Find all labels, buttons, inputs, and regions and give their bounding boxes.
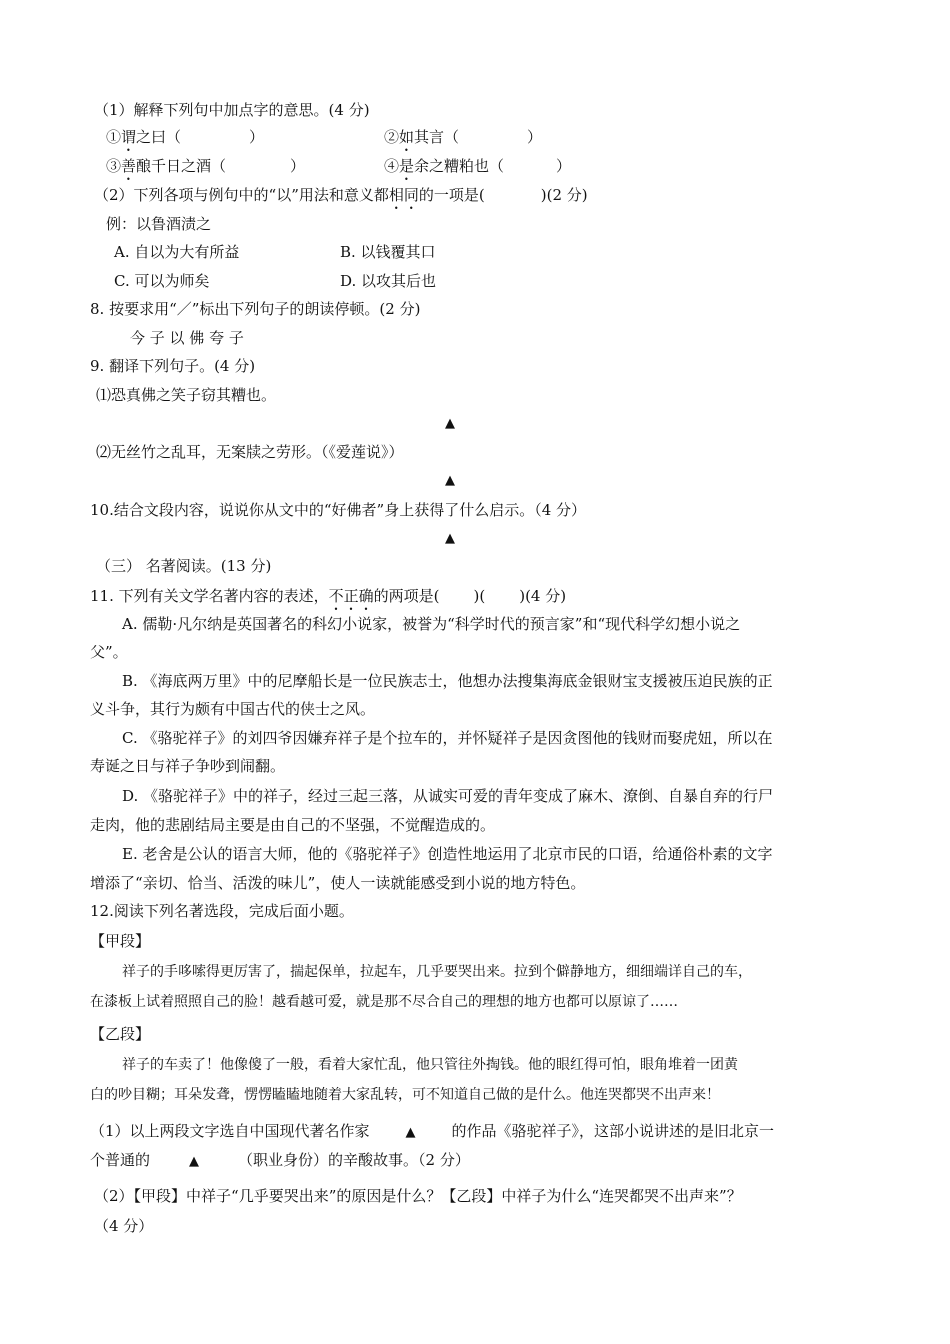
answer-mark-occupation[interactable]: ▲ xyxy=(189,1154,200,1169)
q11-option-a-line1: A. 儒勒·凡尔纳是英国著名的科幻小说家，被誉为“科学时代的预言家”和“现代科学幻想小说之 xyxy=(122,615,741,633)
q7-item-2-dotted-char: 如 xyxy=(399,128,415,146)
q7-option-a: A. 自以为大有所益 xyxy=(114,243,240,261)
q7-item-1-text: 之曰（ xyxy=(136,128,182,146)
q7-item-3 xyxy=(106,156,305,184)
q7-item-3-dotted-char: 善 xyxy=(121,157,137,175)
q12-sub1-text-b: 的作品《骆驼祥子》，这部小说讲述的是旧北京一 xyxy=(451,1122,775,1140)
q12-title: 12.阅读下列名著选段，完成后面小题。 xyxy=(90,902,354,920)
q7-item-1-close: ） xyxy=(249,128,265,146)
q12-sub2-line2: （4 分） xyxy=(94,1217,154,1235)
q8-title: 8. 按要求用“／”标出下列句子的朗读停顿。(2 分) xyxy=(90,300,421,318)
q11-option-b-line2: 义斗争，其行为颇有中国古代的侠士之风。 xyxy=(90,700,376,718)
q11-option-d-line1: D. 《骆驼祥子》中的祥子，经过三起三落，从诚实可爱的青年变成了麻木、潦倒、自暴自弃的行尸 xyxy=(122,787,774,805)
q7-item-3-num: ③ xyxy=(106,157,122,175)
q11-text-d: )(4 分) xyxy=(519,587,567,605)
q7-part2-text-b: 的一项是( xyxy=(418,186,485,204)
q12-sub1-text-d: （职业身份）的辛酸故事。（2 分） xyxy=(238,1151,470,1169)
q7-part2-text-a: （2）下列各项与例句中的“以”用法和意义都 xyxy=(94,186,389,204)
q9-sentence-1: ⑴恐真佛之笑子窃其糟也。 xyxy=(96,386,277,404)
q11-option-d-line2: 走肉，他的悲剧结局主要是由自己的不坚强，不觉醒造成的。 xyxy=(90,816,496,834)
q7-part2-dotted: 相同 xyxy=(388,186,419,204)
q11-text-c: )( xyxy=(473,587,486,605)
q11-option-e-line1: E. 老舍是公认的语言大师，他的《骆驼祥子》创造性地运用了北京市民的口语，给通俗朴素的文字 xyxy=(122,845,773,863)
q7-part2 xyxy=(94,185,588,213)
q12-yi-line2: 白的吵目糊；耳朵发聋，愣愣瞌瞌地随着大家乱转，可不知道自己做的是什么。他连哭都哭不出声来！ xyxy=(90,1087,720,1103)
q12-jia-line1: 祥子的手哆嗦得更厉害了，揣起保单，拉起车，几乎要哭出来。拉到个僻静地方，细细端详自己的车， xyxy=(122,964,752,980)
answer-mark-author[interactable]: ▲ xyxy=(405,1125,416,1140)
q7-option-b: B. 以钱覆其口 xyxy=(340,243,436,261)
q7-item-3-text: 酿千日之酒（ xyxy=(136,157,227,175)
answer-mark-3[interactable]: ▲ xyxy=(445,531,455,546)
q11-text-a: 11. 下列有关文学名著内容的表述， xyxy=(90,587,329,605)
q12-yi-line1: 祥子的车卖了！他像傻了一般，看着大家忙乱，他只管往外掏钱。他的眼红得可怕，眼角堆着一团黄 xyxy=(122,1057,738,1073)
q12-yi-label: 【乙段】 xyxy=(90,1025,151,1043)
q7-item-4-close: ） xyxy=(556,157,572,175)
q12-jia-label: 【甲段】 xyxy=(90,932,151,950)
q7-example: 例：以鲁酒渍之 xyxy=(106,215,212,233)
q12-sub1-text-a: （1）以上两段文字选自中国现代著名作家 xyxy=(90,1122,370,1140)
q7-part2-text-c: )(2 分) xyxy=(540,186,588,204)
q12-sub1-text-c: 个普通的 xyxy=(90,1151,151,1169)
q12-sub1-line1 xyxy=(90,1121,774,1143)
q7-item-2 xyxy=(384,127,542,155)
q7-item-4-text: 余之糟粕也（ xyxy=(414,157,505,175)
q11-option-c-line1: C. 《骆驼祥子》的刘四爷因嫌弃祥子是个拉车的，并怀疑祥子是因贪图他的钱财而娶虎妞，所以在 xyxy=(122,729,773,747)
q12-jia-line2: 在漆板上试着照照自己的脸！越看越可爱，就是那不尽合自己的理想的地方也都可以原谅了…… xyxy=(90,994,678,1010)
q11-title xyxy=(90,586,566,614)
section3-title: （三） 名著阅读。(13 分) xyxy=(96,557,272,575)
q7-item-3-close: ） xyxy=(290,157,306,175)
q8-sentence: 今 子 以 佛 夸 子 xyxy=(130,329,244,347)
q11-dotted: 不正确 xyxy=(328,587,374,605)
q7-item-1-dotted-char: 谓 xyxy=(121,128,137,146)
q11-option-c-line2: 寿诞之日与祥子争吵到闹翻。 xyxy=(90,757,286,775)
q7-item-1 xyxy=(106,127,264,155)
q11-option-b-line1: B. 《海底两万里》中的尼摩船长是一位民族志士，他想办法搜集海底金银财宝支援被压迫民族的正 xyxy=(122,672,773,690)
q11-text-b: 的两项是( xyxy=(373,587,440,605)
q7-item-2-close: ） xyxy=(527,128,543,146)
q9-title: 9. 翻译下列句子。(4 分) xyxy=(90,357,256,375)
q9-sentence-2: ⑵无丝竹之乱耳，无案牍之劳形。（《爱莲说》） xyxy=(96,443,404,461)
q7-item-2-num: ② xyxy=(384,128,400,146)
q7-part1-title: （1）解释下列句中加点字的意思。(4 分) xyxy=(94,101,370,119)
q7-item-4-dotted-char: 是 xyxy=(399,157,415,175)
q7-item-4-num: ④ xyxy=(384,157,400,175)
q7-item-4 xyxy=(384,156,571,184)
q7-item-2-text: 其言（ xyxy=(414,128,460,146)
q10-title: 10.结合文段内容，说说你从文中的“好佛者”身上获得了什么启示。（4 分） xyxy=(90,501,587,519)
answer-mark-1[interactable]: ▲ xyxy=(445,416,455,431)
answer-mark-2[interactable]: ▲ xyxy=(445,473,455,488)
q7-item-1-num: ① xyxy=(106,128,122,146)
q12-sub2-line1: （2）【甲段】中祥子“几乎要哭出来”的原因是什么？【乙段】中祥子为什么“连哭都哭不出声来”？ xyxy=(94,1187,742,1205)
q11-option-a-line2: 父”。 xyxy=(90,643,128,661)
q11-option-e-line2: 增添了“亲切、恰当、活泼的味儿”，使人一读就能感受到小说的地方特色。 xyxy=(90,874,586,892)
q12-sub1-line2 xyxy=(90,1150,470,1172)
q7-option-c: C. 可以为师矣 xyxy=(114,272,210,290)
q7-option-d: D. 以攻其后也 xyxy=(340,272,437,290)
